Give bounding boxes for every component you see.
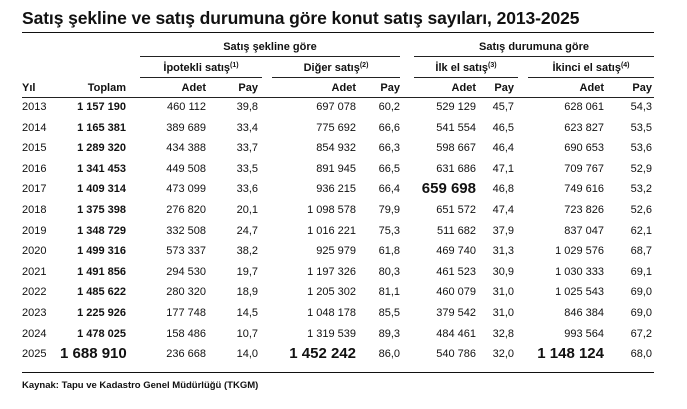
cell-other-share: 85,5 <box>378 307 400 319</box>
title-rule <box>22 32 654 33</box>
cell-first-hand-share: 30,9 <box>492 265 514 278</box>
footnote-mark: (1) <box>230 62 239 69</box>
cell-second-hand-share: 68,0 <box>630 348 652 361</box>
column-header-second-hand-share: Pay <box>632 82 652 94</box>
cell-other-count: 854 932 <box>316 142 356 155</box>
cell-other-share: 66,6 <box>378 121 400 134</box>
cell-other-count: 936 215 <box>316 183 356 196</box>
cell-first-hand-count: 529 129 <box>436 101 476 113</box>
cell-second-hand-share: 53,2 <box>630 183 652 196</box>
cell-year: 2024 <box>22 327 47 340</box>
cell-other-count: 1 098 578 <box>307 204 356 216</box>
cell-mortgage-share: 33,7 <box>236 142 258 155</box>
column-header-first-hand-count: Adet <box>451 82 476 94</box>
cell-other-share: 66,3 <box>378 142 400 155</box>
cell-other-count: 775 692 <box>316 121 356 134</box>
subgroup-label: Diğer satış <box>303 62 360 74</box>
cell-first-hand-count: 469 740 <box>436 245 476 258</box>
source-note: Kaynak: Tapu ve Kadastro Genel Müdürlüğü (TKGM) <box>22 380 259 391</box>
cell-mortgage-share: 33,5 <box>236 162 258 175</box>
group-rule-sale-status <box>414 56 654 57</box>
column-header-other-count: Adet <box>331 82 356 94</box>
cell-first-hand-share: 31,3 <box>492 245 514 258</box>
cell-year: 2025 <box>22 348 47 361</box>
cell-other-count: 925 979 <box>316 245 356 258</box>
cell-mortgage-share: 33,4 <box>236 121 258 134</box>
cell-mortgage-count: 158 486 <box>166 327 206 340</box>
cell-second-hand-count: 709 767 <box>564 162 604 175</box>
cell-mortgage-share: 14,0 <box>236 348 258 361</box>
cell-total: 1 375 398 <box>77 204 126 216</box>
cell-total: 1 225 926 <box>77 307 126 319</box>
cell-first-hand-count: 461 523 <box>436 265 476 278</box>
cell-second-hand-count: 993 564 <box>564 327 604 340</box>
cell-second-hand-count: 628 061 <box>564 101 604 113</box>
cell-other-count: 1 016 221 <box>307 224 356 237</box>
column-header-mortgage-count: Adet <box>181 82 206 94</box>
cell-second-hand-count: 837 047 <box>564 224 604 237</box>
column-header-other-share: Pay <box>380 82 400 94</box>
cell-other-count: 697 078 <box>316 101 356 113</box>
cell-mortgage-share: 14,5 <box>236 307 258 319</box>
cell-first-hand-share: 46,8 <box>492 183 514 196</box>
cell-year: 2021 <box>22 265 47 278</box>
cell-mortgage-share: 33,6 <box>236 183 258 196</box>
cell-total: 1 485 622 <box>77 286 126 299</box>
group-rule-sale-type <box>140 56 400 57</box>
cell-first-hand-share: 46,5 <box>492 121 514 134</box>
cell-second-hand-count: 1 025 543 <box>555 286 604 299</box>
column-header-second-hand-count: Adet <box>579 82 604 94</box>
subgroup-label: İlk el satış <box>435 62 489 74</box>
cell-mortgage-count: 294 530 <box>166 265 206 278</box>
cell-first-hand-count: 631 686 <box>436 162 476 175</box>
cell-first-hand-share: 46,4 <box>492 142 514 155</box>
subgroup-rule-first-hand <box>414 77 518 78</box>
subgroup-label: İpotekli satış <box>163 62 231 74</box>
cell-mortgage-share: 20,1 <box>236 204 258 216</box>
cell-other-share: 80,3 <box>378 265 400 278</box>
cell-mortgage-count: 236 668 <box>166 348 206 361</box>
group-header-sale-status: Satış durumuna göre <box>478 41 590 53</box>
cell-first-hand-share: 32,8 <box>492 327 514 340</box>
cell-mortgage-count: 434 388 <box>166 142 206 155</box>
cell-mortgage-count: 276 820 <box>166 204 206 216</box>
cell-second-hand-share: 54,3 <box>630 101 652 113</box>
group-header-sale-type: Satış şekline göre <box>223 41 317 53</box>
cell-other-share: 81,1 <box>378 286 400 299</box>
cell-second-hand-count: 690 653 <box>564 142 604 155</box>
cell-mortgage-count: 449 508 <box>166 162 206 175</box>
cell-first-hand-share: 37,9 <box>492 224 514 237</box>
cell-second-hand-count: 1 148 124 <box>537 345 604 363</box>
header-rule <box>22 97 654 98</box>
cell-total: 1 348 729 <box>77 224 126 237</box>
cell-first-hand-count: 540 786 <box>436 348 476 361</box>
cell-second-hand-share: 52,9 <box>630 162 652 175</box>
cell-year: 2014 <box>22 121 47 134</box>
cell-first-hand-count: 651 572 <box>436 204 476 216</box>
subgroup-rule-second-hand <box>528 77 654 78</box>
cell-total: 1 499 316 <box>77 245 126 258</box>
cell-first-hand-count: 511 682 <box>437 224 476 237</box>
subgroup-label: İkinci el satış <box>552 62 621 74</box>
cell-first-hand-count: 379 542 <box>436 307 476 319</box>
cell-mortgage-share: 38,2 <box>236 245 258 258</box>
cell-other-count: 1 205 302 <box>307 286 356 299</box>
subgroup-header-first-hand <box>414 62 518 75</box>
cell-total: 1 165 381 <box>77 121 126 134</box>
cell-mortgage-count: 177 748 <box>166 307 206 319</box>
cell-other-share: 86,0 <box>378 348 400 361</box>
cell-total: 1 409 314 <box>77 183 126 196</box>
cell-other-share: 79,9 <box>378 204 400 216</box>
cell-second-hand-count: 749 616 <box>564 183 604 196</box>
cell-other-share: 75,3 <box>378 224 400 237</box>
cell-second-hand-count: 1 029 576 <box>555 245 604 258</box>
cell-first-hand-share: 47,4 <box>492 204 514 216</box>
footnote-mark: (4) <box>620 62 630 69</box>
cell-first-hand-share: 45,7 <box>492 101 514 113</box>
column-header-first-hand-share: Pay <box>494 82 514 94</box>
column-header-mortgage-share: Pay <box>238 82 258 94</box>
footnote-mark: (3) <box>488 62 497 69</box>
cell-year: 2019 <box>22 224 47 237</box>
cell-first-hand-count: 484 461 <box>436 327 476 340</box>
cell-total: 1 289 320 <box>77 142 126 155</box>
cell-mortgage-count: 280 320 <box>166 286 206 299</box>
cell-second-hand-count: 1 030 333 <box>555 265 604 278</box>
cell-year: 2016 <box>22 162 47 175</box>
cell-year: 2020 <box>22 245 47 258</box>
cell-mortgage-share: 18,9 <box>236 286 258 299</box>
subgroup-rule-mortgage <box>140 77 262 78</box>
cell-total: 1 478 025 <box>77 327 126 340</box>
cell-year: 2023 <box>22 307 47 319</box>
cell-second-hand-share: 53,6 <box>630 142 652 155</box>
cell-total: 1 688 910 <box>60 345 127 363</box>
cell-second-hand-count: 846 384 <box>564 307 604 319</box>
cell-other-share: 89,3 <box>378 327 400 340</box>
cell-second-hand-share: 69,0 <box>630 307 652 319</box>
cell-first-hand-share: 31,0 <box>492 307 514 319</box>
cell-second-hand-share: 69,1 <box>630 265 652 278</box>
cell-other-share: 61,8 <box>378 245 400 258</box>
bottom-rule <box>22 372 654 373</box>
cell-second-hand-share: 68,7 <box>630 245 652 258</box>
subgroup-rule-other <box>272 77 400 78</box>
subgroup-header-second-hand <box>528 62 654 75</box>
cell-other-count: 1 452 242 <box>289 345 356 363</box>
cell-second-hand-share: 67,2 <box>630 327 652 340</box>
cell-year: 2013 <box>22 101 47 113</box>
cell-other-share: 60,2 <box>378 101 400 113</box>
cell-first-hand-share: 47,1 <box>492 162 514 175</box>
cell-second-hand-share: 62,1 <box>630 224 652 237</box>
cell-mortgage-share: 24,7 <box>236 224 258 237</box>
cell-year: 2017 <box>22 183 47 196</box>
cell-mortgage-count: 473 099 <box>166 183 206 196</box>
cell-total: 1 491 856 <box>77 265 126 278</box>
cell-first-hand-count: 460 079 <box>436 286 476 299</box>
cell-other-count: 891 945 <box>316 162 356 175</box>
cell-second-hand-count: 623 827 <box>564 121 604 134</box>
subgroup-header-mortgage <box>140 62 262 75</box>
cell-first-hand-share: 32,0 <box>492 348 514 361</box>
cell-mortgage-share: 39,8 <box>236 101 258 113</box>
column-header-year: Yıl <box>22 82 36 94</box>
cell-mortgage-share: 10,7 <box>236 327 258 340</box>
cell-mortgage-count: 573 337 <box>166 245 206 258</box>
cell-second-hand-share: 53,5 <box>630 121 652 134</box>
cell-total: 1 157 190 <box>77 101 126 113</box>
cell-first-hand-share: 31,0 <box>492 286 514 299</box>
cell-mortgage-count: 389 689 <box>166 121 206 134</box>
cell-other-count: 1 048 178 <box>307 307 356 319</box>
cell-mortgage-share: 19,7 <box>236 265 258 278</box>
footnote-mark: (2) <box>359 62 369 69</box>
cell-first-hand-count: 659 698 <box>421 180 476 198</box>
cell-other-count: 1 197 326 <box>307 265 356 278</box>
subgroup-header-other <box>272 62 400 75</box>
cell-year: 2015 <box>22 142 47 155</box>
page-title: Satış şekline ve satış durumuna göre konut satış sayıları, 2013-2025 <box>22 8 580 28</box>
cell-other-share: 66,4 <box>378 183 400 196</box>
cell-first-hand-count: 598 667 <box>436 142 476 155</box>
cell-total: 1 341 453 <box>77 162 126 175</box>
cell-other-share: 66,5 <box>378 162 400 175</box>
cell-year: 2018 <box>22 204 47 216</box>
column-header-total: Toplam <box>87 82 126 94</box>
cell-mortgage-count: 460 112 <box>167 101 206 113</box>
cell-second-hand-share: 52,6 <box>630 204 652 216</box>
cell-other-count: 1 319 539 <box>307 327 356 340</box>
cell-second-hand-share: 69,0 <box>630 286 652 299</box>
cell-year: 2022 <box>22 286 47 299</box>
cell-second-hand-count: 723 826 <box>564 204 604 216</box>
cell-first-hand-count: 541 554 <box>436 121 476 134</box>
cell-mortgage-count: 332 508 <box>166 224 206 237</box>
